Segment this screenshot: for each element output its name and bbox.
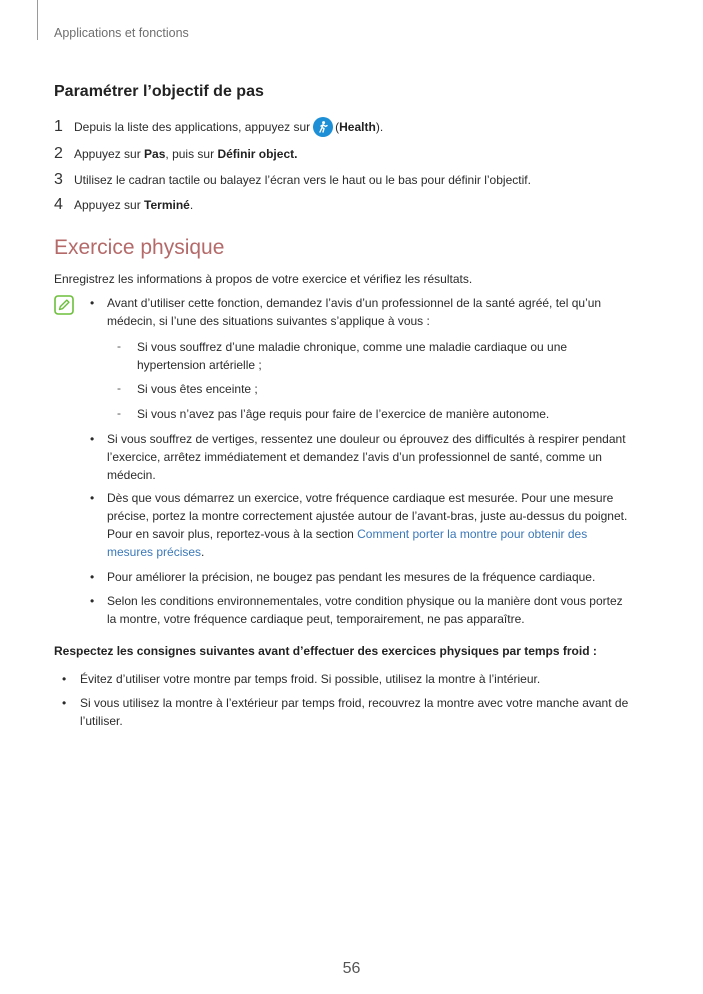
exercise-intro: Enregistrez les informations à propos de votre exercice et vérifiez les résultats. (54, 272, 473, 286)
dash: - (117, 381, 121, 395)
step-number: 1 (54, 118, 63, 135)
step-number: 4 (54, 196, 63, 213)
step-number: 2 (54, 145, 63, 162)
bullet: • (90, 296, 95, 310)
step-number: 3 (54, 171, 63, 188)
step-text: Appuyez sur Pas, puis sur Définir object. (74, 147, 298, 161)
cold-item: Si vous utilisez la montre à l’extérieur par temps froid, recouvrez la montre avec votre manche avant de l’utiliser. (80, 696, 629, 728)
link-wear-watch[interactable]: Comment porter la montre pour obtenir des (357, 527, 588, 541)
step-text: Utilisez le cadran tactile ou balayez l’écran vers le haut ou le bas pour définir l’objectif. (74, 173, 531, 187)
side-rule (37, 0, 38, 40)
note-paragraph: Selon les conditions environnementales, votre condition physique ou la manière dont vous portez la montre, votre fréquence cardiaque peut, temporairement, ne pas apparaître. (107, 594, 623, 626)
bullet: • (90, 432, 95, 446)
section-title-step-goal: Paramétrer l’objectif de pas (54, 83, 264, 100)
section-title-exercise: Exercice physique (54, 236, 225, 259)
step-3 (54, 171, 531, 189)
bullet: • (62, 696, 67, 710)
page-header: Applications et fonctions (54, 26, 189, 40)
cold-weather-heading: Respectez les consignes suivantes avant d’effectuer des exercices physiques par temps froid : (54, 644, 597, 658)
note-sub-item: Si vous n’avez pas l’âge requis pour faire de l’exercice de manière autonome. (137, 407, 550, 421)
bullet: • (62, 672, 67, 686)
link-wear-watch-cont[interactable]: mesures précises (107, 545, 202, 559)
step-text: Appuyez sur Terminé. (74, 198, 194, 212)
step-2 (54, 145, 297, 163)
bullet: • (90, 570, 95, 584)
health-app-icon[interactable] (313, 117, 333, 137)
page-number: 56 (342, 960, 361, 977)
note-pencil-icon (54, 295, 74, 315)
step-1 (54, 117, 383, 137)
step-text: Depuis la liste des applications, appuyez sur (74, 120, 311, 134)
note-paragraph: Si vous souffrez de vertiges, ressentez une douleur ou éprouvez des difficultés à respirer pendant l’exercice, arrêtez immédiatement et demandez l’avis d’un professionnel de santé, comme un médecin. (107, 432, 626, 482)
note-sub-item: Si vous êtes enceinte ; (137, 382, 258, 396)
cold-item: Évitez d’utiliser votre montre par temps froid. Si possible, utilisez la montre à l’intérieur. (80, 672, 541, 686)
bullet: • (90, 491, 95, 505)
bullet: • (90, 594, 95, 608)
step-4 (54, 196, 193, 214)
note-paragraph: Dès que vous démarrez un exercice, votre fréquence cardiaque est mesurée. Pour une mesure précise, portez la montre correctement ajustée autour de l’avant-bras, juste au-dessus du poignet. Pour en savoir plus, reportez-vous à la section Comment porter la montre pour obtenir des mesures précises. (107, 491, 628, 559)
note-paragraph: Avant d’utiliser cette fonction, demandez l’avis d’un professionnel de la santé agréé, tel qu’un médecin, si l’une des situations suivantes s’applique à vous : (107, 296, 602, 328)
step-text: (Health). (335, 120, 384, 134)
dash: - (117, 339, 121, 353)
dash: - (117, 406, 121, 420)
note-sub-item: Si vous souffrez d’une maladie chronique, comme une maladie cardiaque ou une hypertension artérielle ; (137, 340, 568, 372)
note-paragraph: Pour améliorer la précision, ne bougez pas pendant les mesures de la fréquence cardiaque. (107, 570, 596, 584)
